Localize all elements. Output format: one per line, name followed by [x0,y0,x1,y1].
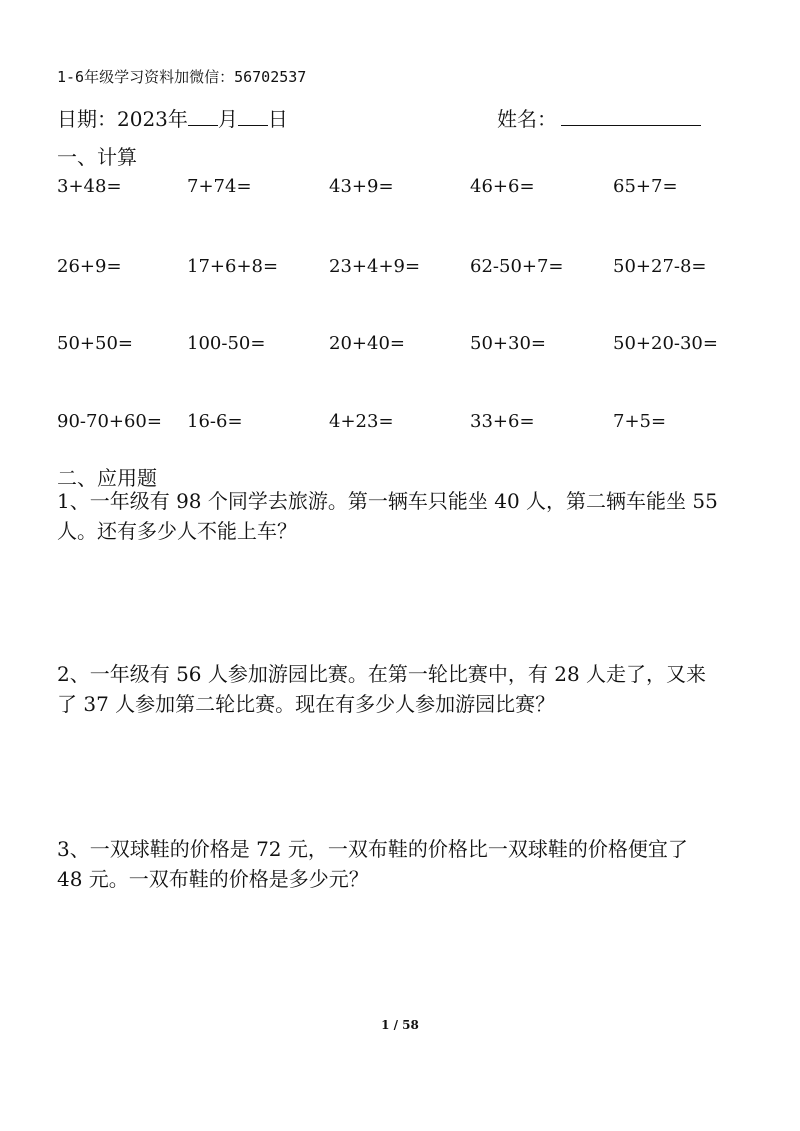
problem-text-line: 人。还有多少人不能上车？ [57,519,297,543]
calc-item: 65+7= [613,176,678,197]
word-problem-3 [57,834,747,894]
calc-item: 20+40= [329,333,405,354]
calc-row [57,333,757,361]
day-label: 日 [267,107,288,131]
calc-item: 7+5= [613,411,667,432]
name-line [497,103,701,132]
calc-item: 26+9= [57,256,122,277]
calc-item: 17+6+8= [187,256,279,277]
calc-item: 50+20-30= [613,333,718,354]
section-title-word-problems: 二、应用题 [57,466,157,490]
date-label: 日期：2023年 [57,107,188,131]
calc-item: 3+48= [57,176,122,197]
calc-item: 100-50= [187,333,266,354]
problem-text-line: 了 37 人参加第二轮比赛。现在有多少人参加游园比赛？ [57,692,556,716]
calc-item: 50+27-8= [613,256,707,277]
problem-text-line: 1、一年级有 98 个同学去旅游。第一辆车只能坐 40 人，第二辆车能坐 55 [57,489,718,513]
problem-text-line: 48 元。一双布鞋的价格是多少元？ [57,867,369,891]
calc-item: 43+9= [329,176,394,197]
calc-item: 33+6= [470,411,535,432]
word-problem-1 [57,486,747,546]
calc-item: 90-70+60= [57,411,162,432]
calc-row [57,411,757,439]
calc-row [57,256,757,284]
header-note: 1-6年级学习资料加微信：56702537 [57,68,307,86]
calc-row [57,176,757,204]
day-blank [238,106,268,126]
name-label: 姓名： [497,107,557,131]
word-problem-2 [57,659,747,719]
problem-text-line: 3、一双球鞋的价格是 72 元，一双布鞋的价格比一双球鞋的价格便宜了 [57,837,688,861]
calc-item: 50+30= [470,333,546,354]
problem-text-line: 2、一年级有 56 人参加游园比赛。在第一轮比赛中，有 28 人走了，又来 [57,662,707,686]
calc-item: 46+6= [470,176,535,197]
calc-item: 23+4+9= [329,256,421,277]
month-blank [188,106,218,126]
calc-item: 16-6= [187,411,243,432]
section-title-calculation: 一、计算 [57,145,137,169]
calc-item: 7+74= [187,176,252,197]
page-number: 1 / 58 [381,1018,419,1032]
month-label: 月 [217,107,238,131]
calc-item: 62-50+7= [470,256,564,277]
calc-item: 4+23= [329,411,394,432]
calc-item: 50+50= [57,333,133,354]
name-blank [561,106,701,126]
date-line [57,103,288,132]
